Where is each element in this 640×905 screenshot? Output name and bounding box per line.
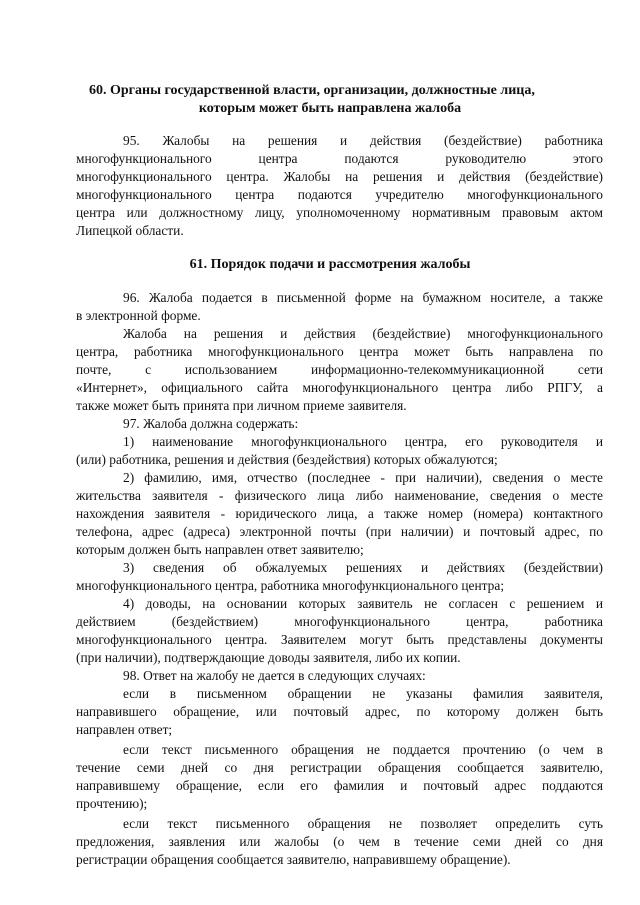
item2-line-4: телефона, адрес (адреса) электронной почты (при наличии) и почтовый адрес, по xyxy=(76,524,603,539)
p96-line-2: в электронной форме. xyxy=(76,308,201,323)
item4-line-1: 4) доводы, на основании которых заявитель не согласен с решением и xyxy=(123,596,603,611)
item4-line-3: многофункционального центра. Заявителем могут быть представлены документы xyxy=(76,632,603,647)
section-60-heading-line-2: которым может быть направлена жалоба xyxy=(198,101,462,116)
p96b-line-4: «Интернет», официального сайта многофункционального центра либо РПГУ, а xyxy=(76,380,603,395)
p96b-line-1: Жалоба на решения и действия (бездействие) многофункционального xyxy=(123,326,603,341)
item1-line-2: (или) работника, решения и действия (бездействия) которых обжалуются; xyxy=(76,452,498,467)
p95-line-5: центра или должностному лицу, уполномоченному нормативным правовым актом xyxy=(76,205,603,220)
item4-line-4: (при наличии), подтверждающие доводы заявителя, либо их копии. xyxy=(76,650,461,665)
case1-line-2: направившего обращение, или почтовый адрес, по которому должен быть xyxy=(76,704,603,719)
p95-line-1: 95. Жалобы на решения и действия (бездействие) работника xyxy=(123,133,603,148)
item4-line-2: действием (бездействием) многофункционального центра, работника xyxy=(76,614,603,629)
section-61-heading: 61. Порядок подачи и рассмотрения жалобы xyxy=(189,257,471,272)
case2-line-4: прочтению); xyxy=(76,796,148,811)
section-60-heading-line-1: 60. Органы государственной власти, организации, должностные лица, xyxy=(89,83,535,98)
case2-line-1: если текст письменного обращения не поддается прочтению (о чем в xyxy=(123,742,603,757)
case3-line-2: предложения, заявления или жалобы (о чем в течение семи дней со дня xyxy=(76,834,603,849)
p95-line-4: многофункционального центра подаются учредителю многофункционального xyxy=(76,187,603,202)
p95-line-2: многофункционального центра подаются руководителю этого xyxy=(76,151,603,166)
p97-intro: 97. Жалоба должна содержать: xyxy=(123,416,299,431)
case2-line-2: течение семи дней со дня регистрации обращения сообщается заявителю, xyxy=(76,760,603,775)
case2-line-3: направившему обращение, если его фамилия и почтовый адрес поддаются xyxy=(76,778,603,793)
item2-line-2: жительства заявителя - физического лица либо наименование, сведения о месте xyxy=(76,488,603,503)
case1-line-3: направлен ответ; xyxy=(76,722,173,737)
p96-line-1: 96. Жалоба подается в письменной форме на бумажном носителе, а также xyxy=(123,290,603,305)
case1-line-1: если в письменном обращении не указаны фамилия заявителя, xyxy=(123,686,603,701)
item2-line-5: которым должен быть направлен ответ заявителю; xyxy=(76,542,364,557)
p95-line-6: Липецкой области. xyxy=(76,223,184,238)
p98-intro: 98. Ответ на жалобу не дается в следующих случаях: xyxy=(123,668,426,683)
item1-line-1: 1) наименование многофункционального центра, его руководителя и xyxy=(123,434,603,449)
item2-line-1: 2) фамилию, имя, отчество (последнее - при наличии), сведения о месте xyxy=(123,470,603,485)
case3-line-1: если текст письменного обращения не позволяет определить суть xyxy=(123,816,603,831)
p96b-line-2: центра, работника многофункционального центра может быть направлена по xyxy=(76,344,603,359)
p96b-line-5: также может быть принята при личном приеме заявителя. xyxy=(76,398,407,413)
item2-line-3: нахождения заявителя - юридического лица, а также номер (номера) контактного xyxy=(76,506,603,521)
p95-line-3: многофункционального центра. Жалобы на решения и действия (бездействие) xyxy=(76,169,603,184)
item3-line-1: 3) сведения об обжалуемых решениях и действиях (бездействии) xyxy=(123,560,603,575)
case3-line-3: регистрации обращения сообщается заявителю, направившему обращение). xyxy=(76,852,511,867)
item3-line-2: многофункционального центра, работника многофункционального центра; xyxy=(76,578,505,593)
p96b-line-3: почте, с использованием информационно-телекоммуникационной сети xyxy=(76,362,603,377)
